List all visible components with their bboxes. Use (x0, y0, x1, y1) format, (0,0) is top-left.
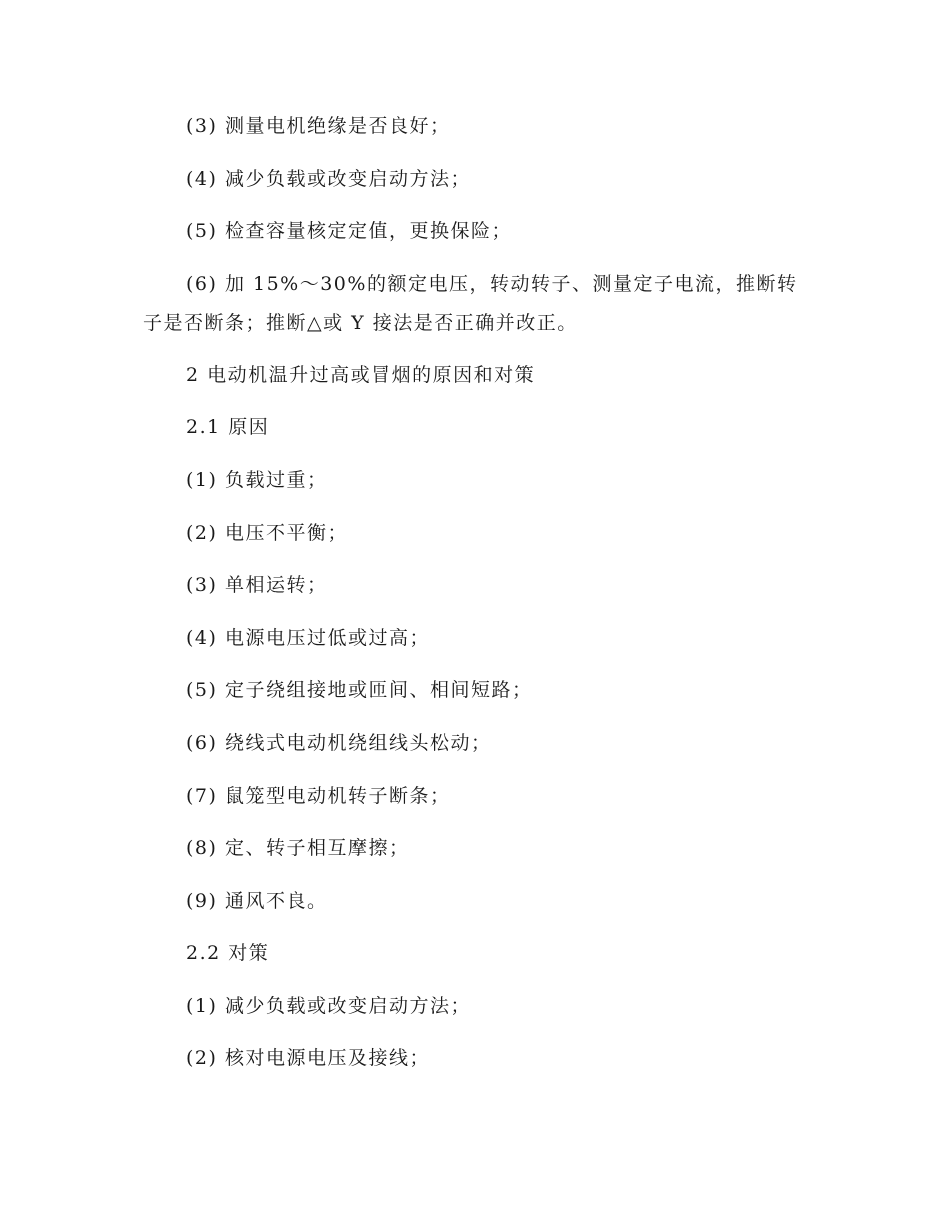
list-item: (3) 单相运转； (186, 574, 328, 596)
list-item-continuation: 子是否断条；推断△或 Y 接法是否正确并改正。 (143, 312, 578, 334)
list-item: (1) 减少负载或改变启动方法； (186, 995, 471, 1017)
subsection-heading: 2.1 原因 (186, 416, 270, 438)
list-item: (1) 负载过重； (186, 469, 328, 491)
list-item: (4) 减少负载或改变启动方法； (186, 168, 471, 190)
section-heading: 2 电动机温升过高或冒烟的原因和对策 (186, 364, 536, 386)
list-item: (7) 鼠笼型电动机转子断条； (186, 785, 451, 807)
subsection-heading: 2.2 对策 (186, 942, 270, 964)
list-item: (6) 绕线式电动机绕组线头松动； (186, 732, 492, 754)
list-item: (5) 定子绕组接地或匝间、相间短路； (186, 679, 533, 701)
list-item: (4) 电源电压过低或过高； (186, 627, 430, 649)
list-item: (5) 检查容量核定定值，更换保险； (186, 220, 512, 242)
list-item: (2) 电压不平衡； (186, 522, 348, 544)
list-item: (6) 加 15%～30%的额定电压，转动转子、测量定子电流，推断转 (186, 273, 798, 295)
list-item: (2) 核对电源电压及接线； (186, 1047, 430, 1069)
list-item: (3) 测量电机绝缘是否良好； (186, 115, 451, 137)
list-item: (9) 通风不良。 (186, 890, 328, 912)
list-item: (8) 定、转子相互摩擦； (186, 837, 410, 859)
